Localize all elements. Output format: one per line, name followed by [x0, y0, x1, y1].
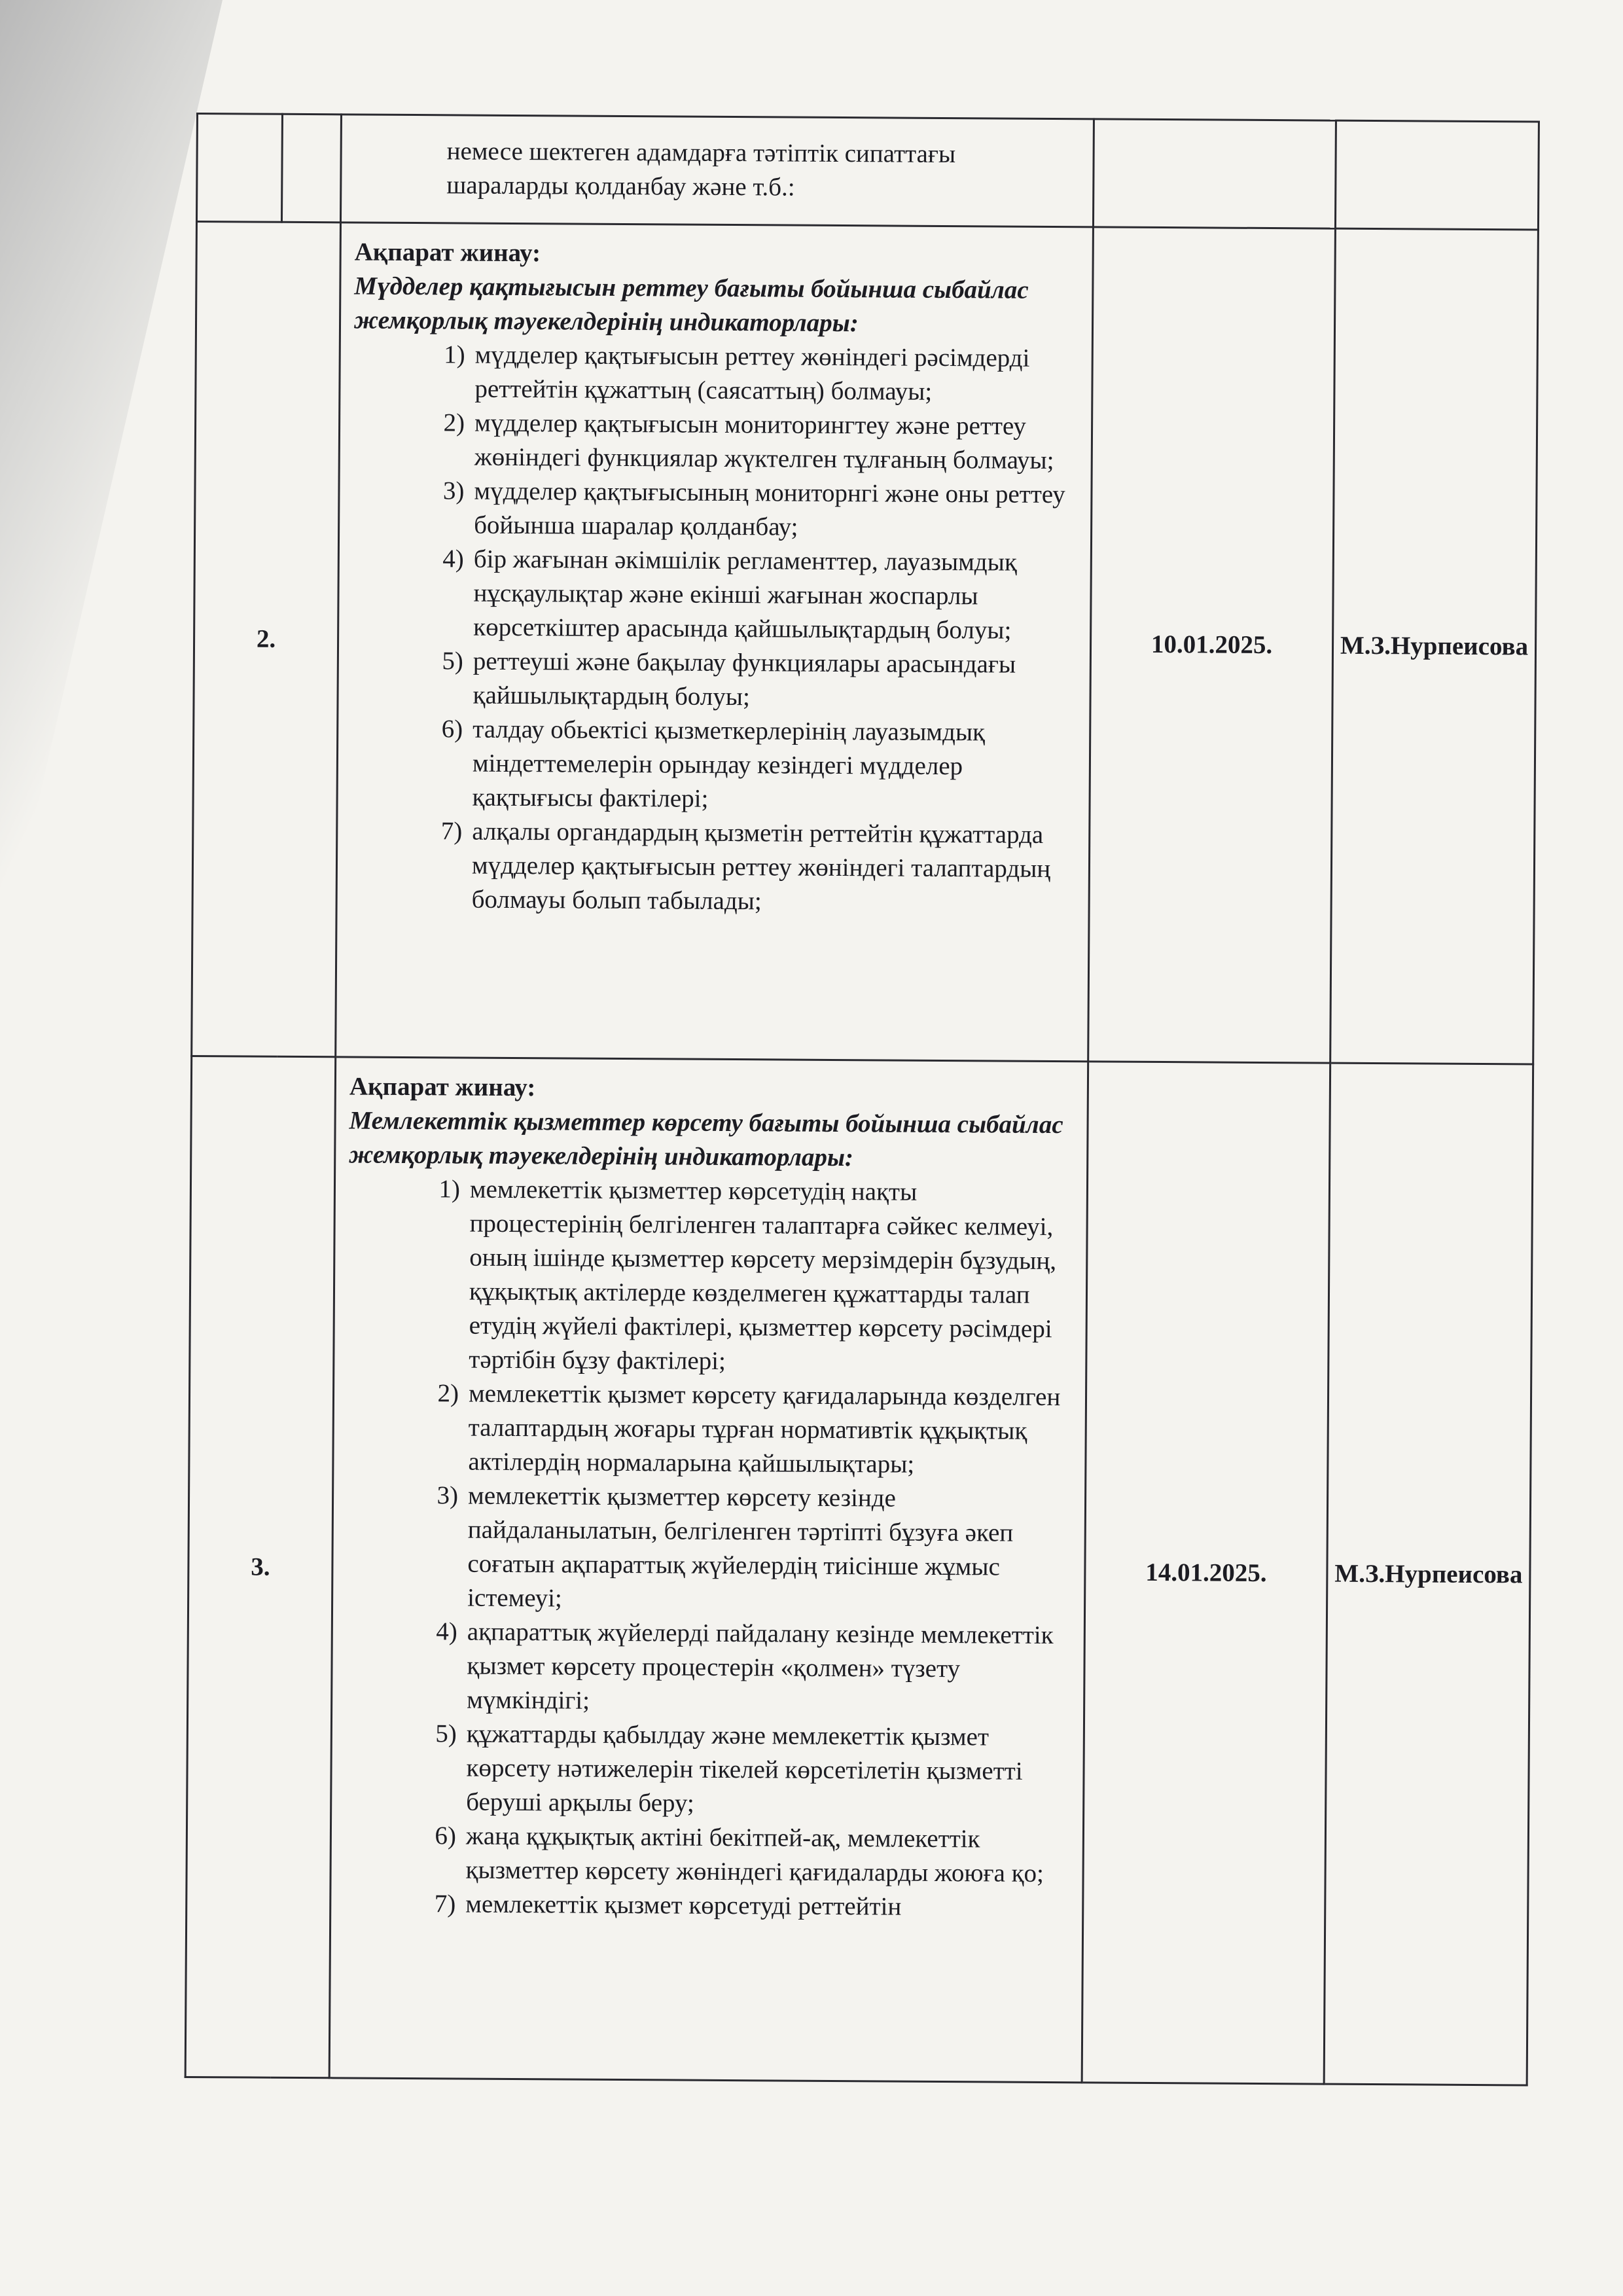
list-item: [346, 1478, 1071, 1619]
indicator-list: [351, 337, 1079, 920]
row-heading: Ақпарат жинау:: [354, 238, 541, 268]
item-marker: 3): [442, 476, 465, 505]
list-item: [353, 473, 1078, 546]
item-text: мүдделер қақтығысының мониторнгі және оны реттеу бойынша шаралар қолданбау;: [474, 476, 1065, 541]
list-item: [344, 1818, 1069, 1891]
item-marker: 4): [442, 545, 464, 573]
empty-cell: [1335, 120, 1539, 230]
list-item: [346, 1614, 1071, 1721]
row-subheading: Мүдделер қақтығысын реттеу бағыты бойынша сыбайлас жемқорлық тәуекелдерінің индикаторлары:: [353, 272, 1029, 338]
list-item: [344, 1886, 1069, 1925]
list-item: [351, 643, 1077, 716]
list-item: [352, 541, 1077, 648]
row-description: [336, 223, 1094, 1062]
item-marker: 3): [437, 1481, 459, 1510]
deadline-date: [1088, 227, 1336, 1063]
item-text: мемлекеттік қызмет көрсету қағидаларында көзделген талаптардың жоғары тұрған нормативтік құқықтық актілердің нормаларына қайшылықтары;: [468, 1379, 1061, 1479]
responsible-name: М.З.Нурпеисова: [1334, 1559, 1523, 1588]
empty-cell: [196, 114, 282, 223]
responsible-person: [1330, 228, 1539, 1064]
item-marker: 2): [443, 408, 465, 437]
item-marker: 1): [444, 340, 465, 369]
empty-cell: [281, 114, 341, 223]
table-row-continuation: [196, 114, 1539, 230]
list-item: [353, 337, 1079, 410]
date-text: 14.01.2025.: [1145, 1558, 1267, 1587]
item-text: бір жағынан әкімшілік регламенттер, лауазымдық нұсқаулықтар және екінші жағынан жоспарлы көрсеткіштер арасында қайшылықтардың болуы;: [473, 545, 1018, 645]
item-marker: 1): [438, 1175, 461, 1204]
item-marker: 7): [440, 817, 463, 846]
item-text: құжаттарды қабылдау және мемлекеттік қызмет көрсету нәтижелерін тікелей көрсетілетін қызметті беруші арқылы беру;: [466, 1719, 1023, 1818]
table-row: [185, 1056, 1533, 2085]
responsible-person: [1324, 1063, 1533, 2085]
item-marker: 2): [437, 1379, 459, 1408]
list-item: [351, 711, 1076, 818]
deadline-date: [1082, 1062, 1330, 2084]
item-marker: 5): [442, 647, 464, 675]
item-text: ақпараттық жүйелерді пайдалану кезінде мемлекеттік қызмет көрсету процестерін «қолмен» түзету мүмкіндігі;: [467, 1617, 1054, 1715]
item-text: жаңа құқықтық актіні бекітпей-ақ, мемлекеттік қызметтер көрсету жөніндегі қағидаларды жоюға қо;: [465, 1821, 1044, 1888]
row-subheading: Мемлекеттік қызметтер көрсету бағыты бойынша сыбайлас жемқорлық тәуекелдерінің индикаторлары:: [349, 1106, 1063, 1172]
row-description: [329, 1057, 1088, 2083]
indicator-list: [344, 1172, 1073, 1925]
item-text: мүдделер қақтығысын реттеу жөніндегі рәсімдерді реттейтін құжаттың (саясаттың) болмауы;: [474, 340, 1030, 406]
continuation-line: шараларды қолданбау және т.б.:: [446, 171, 795, 202]
list-item: [345, 1716, 1070, 1823]
item-marker: 7): [434, 1890, 456, 1918]
item-text: алқалы органдардың қызметін реттейтін құжаттарда мүдделер қақтығысын реттеу жөніндегі талаптардың болмауы болып табылады;: [471, 817, 1051, 916]
list-item: [353, 405, 1079, 478]
item-marker: 6): [441, 715, 463, 744]
continuation-text: [340, 115, 1094, 227]
item-text: мүдделер қақтығысын мониторингтеу және реттеу жөніндегі функциялар жүктелген тұлғаның болмауы;: [474, 408, 1054, 475]
table-row: [192, 222, 1539, 1064]
item-text: реттеуші және бақылау функциялары арасындағы қайшылықтардың болуы;: [473, 647, 1016, 711]
item-marker: 4): [436, 1617, 457, 1646]
list-item: [347, 1376, 1072, 1482]
list-item: [351, 814, 1076, 920]
item-text: мемлекеттік қызметтер көрсетудің нақты процестерінің белгіленген талаптарға сәйкес келмеуі, оның ішінде қызметтер көрсету мерзімдерін бұзудың, құқықтық актілерде көзделмеген құжаттарды талап етудің жүйелі фактілері, қызметтер көрсету рәсімдері тәртібін бұзу фактілері;: [469, 1175, 1057, 1375]
empty-cell: [1093, 119, 1336, 228]
item-text: мемлекеттік қызмет көрсетуді реттейтін: [465, 1890, 902, 1921]
item-marker: 6): [435, 1821, 457, 1850]
list-item: [348, 1172, 1073, 1380]
row-number: 2.: [192, 222, 341, 1057]
row-heading: Ақпарат жинау:: [349, 1072, 536, 1102]
item-text: талдау обьектісі қызметкерлерінің лауазымдық міндеттемелерін орындау кезіндегі мүдделер қақтығысы фактілері;: [472, 715, 986, 813]
date-text: 10.01.2025.: [1150, 630, 1273, 660]
plan-table: [185, 113, 1540, 2086]
row-number: 3.: [185, 1056, 336, 2077]
responsible-name: М.З.Нурпеисова: [1340, 631, 1529, 661]
item-marker: 5): [435, 1719, 457, 1748]
continuation-line: немесе шектеген адамдарға тәтіптік сипаттағы: [446, 137, 956, 169]
item-text: мемлекеттік қызметтер көрсету кезінде пайдаланылатын, белгіленген тәртіпті бұзуға әкеп соғатын ақпараттық жүйелердің тиісінше жұмыс істемеуі;: [467, 1481, 1014, 1613]
